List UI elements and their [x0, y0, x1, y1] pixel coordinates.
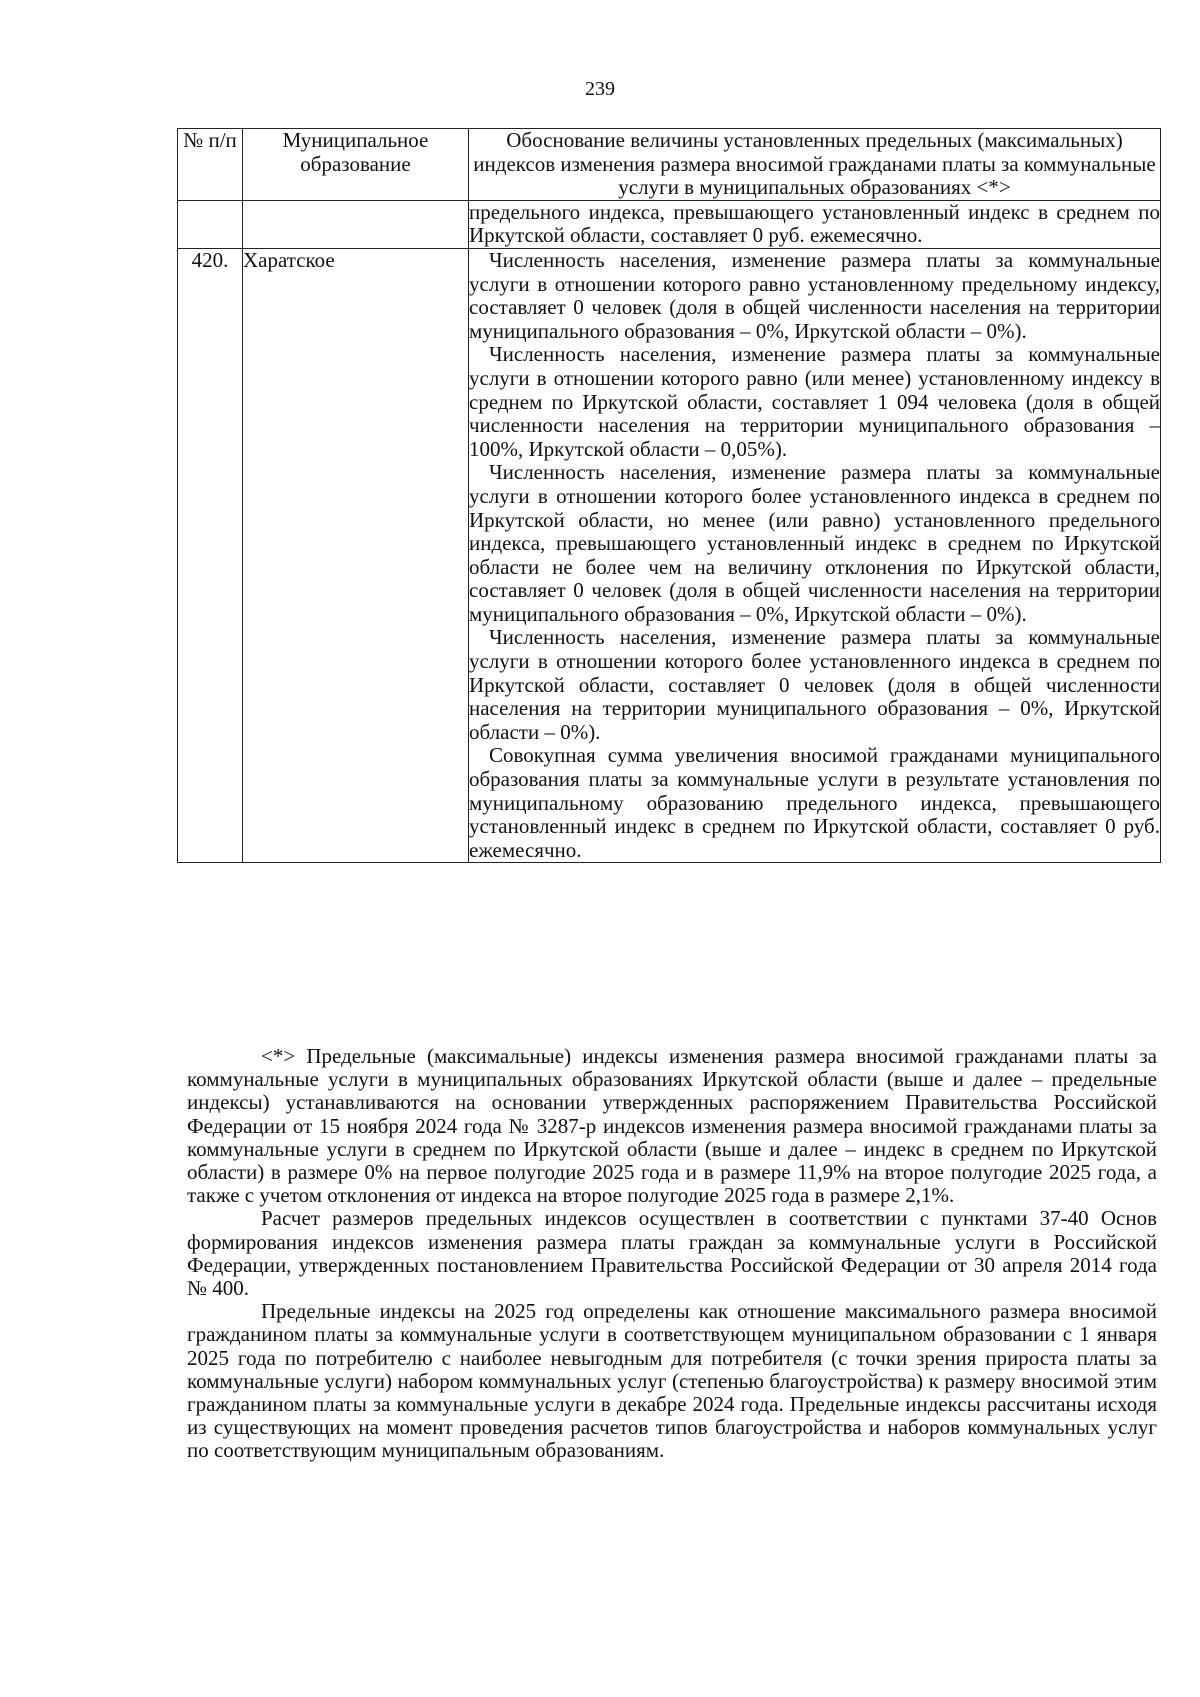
indices-table — [177, 128, 1161, 863]
header-municipality: Муниципальное образование — [243, 129, 469, 201]
header-justification: Обоснование величины установленных предельных (максимальных) индексов изменения размера вносимой гражданами платы за коммунальные услуги в муниципальных образованиях <*> — [469, 129, 1161, 201]
footnotes — [187, 1045, 1157, 1463]
justification-paragraph: Численность населения, изменение размера платы за коммунальные услуги в отношении которого равно (или менее) установленному индексу в среднем по Иркутской области, составляет 1 094 человека (доля в общей численности населения на территории муниципального образования – 100%, Иркутской области – 0,05%). — [469, 342, 1160, 461]
table-row — [178, 248, 1161, 862]
header-number: № п/п — [178, 129, 243, 201]
footnote-paragraph: <*> Предельные (максимальные) индексы изменения размера вносимой гражданами платы за коммунальные услуги в муниципальных образованиях Иркутской области (выше и далее – предельные индексы) устанавливаются на основании утвержденных распоряжением Правительства Российской Федерации от 15 ноября 2024 года № 3287-р индексов изменения размера вносимой гражданами платы за коммунальные услуги в среднем по Иркутской области (выше и далее – индекс в среднем по Иркутской области) в размере 0% на первое полугодие 2025 года и в размере 11,9% на второе полугодие 2025 года, а также с учетом отклонения от индекса на второе полугодие 2025 года в размере 2,1%. — [187, 1044, 1157, 1208]
note-paragraph: Расчет размеров предельных индексов осуществлен в соответствии с пунктами 37-40 Основ формирования индексов изменения размера платы граждан за коммунальные услуги в Российской Федерации, утвержденных постановлением Правительства Российской Федерации от 30 апреля 2014 года № 400. — [187, 1206, 1157, 1301]
row-justification — [469, 248, 1161, 862]
continuation-text: предельного индекса, превышающего установленный индекс в среднем по Иркутской области, составляет 0 руб. ежемесячно. — [469, 199, 1160, 248]
continuation-justification-cell — [469, 200, 1161, 248]
note-paragraph: Предельные индексы на 2025 год определены как отношение максимального размера вносимой гражданином платы за коммунальные услуги в соответствующем муниципальном образовании с 1 января 2025 года по потребителю с наиболее невыгодным для потребителя (с точки зрения прироста платы за коммунальные услуги) набором коммунальных услуг (степенью благоустройства) к размеру вносимой этим гражданином платы за коммунальные услуги в декабре 2024 года. Предельные индексы рассчитаны исходя из существующих на момент проведения расчетов типов благоустройства и наборов коммунальных услуг по соответствующим муниципальным образованиям. — [187, 1299, 1157, 1463]
table-header-row — [178, 129, 1161, 201]
justification-paragraph: Совокупная сумма увеличения вносимой гражданами муниципального образования платы за коммунальные услуги в результате установления по муниципальному образованию предельного индекса, превышающего установленный индекс в среднем по Иркутской области, составляет 0 руб. ежемесячно. — [469, 743, 1160, 862]
justification-paragraph: Численность населения, изменение размера платы за коммунальные услуги в отношении которого равно установленному предельному индексу, составляет 0 человек (доля в общей численности населения на территории муниципального образования – 0%, Иркутской области – 0%). — [469, 247, 1160, 343]
justification-paragraph: Численность населения, изменение размера платы за коммунальные услуги в отношении которого более установленного индекса в среднем по Иркутской области, составляет 0 человек (доля в общей численности населения на территории муниципального образования – 0%, Иркутской области – 0%). — [469, 625, 1160, 744]
row-municipality: Харатское — [243, 248, 469, 862]
table-row-continuation — [178, 200, 1161, 248]
row-number: 420. — [178, 248, 243, 862]
continuation-number-cell — [178, 200, 243, 248]
continuation-municipality-cell — [243, 200, 469, 248]
page-number: 239 — [585, 78, 615, 100]
justification-paragraph: Численность населения, изменение размера платы за коммунальные услуги в отношении которого более установленного индекса в среднем по Иркутской области, но менее (или равно) установленного предельного индекса, превышающего установленный индекс в среднем по Иркутской области не более чем на величину отклонения по Иркутской области, составляет 0 человек (доля в общей численности населения на территории муниципального образования – 0%, Иркутской области – 0%). — [469, 460, 1160, 626]
